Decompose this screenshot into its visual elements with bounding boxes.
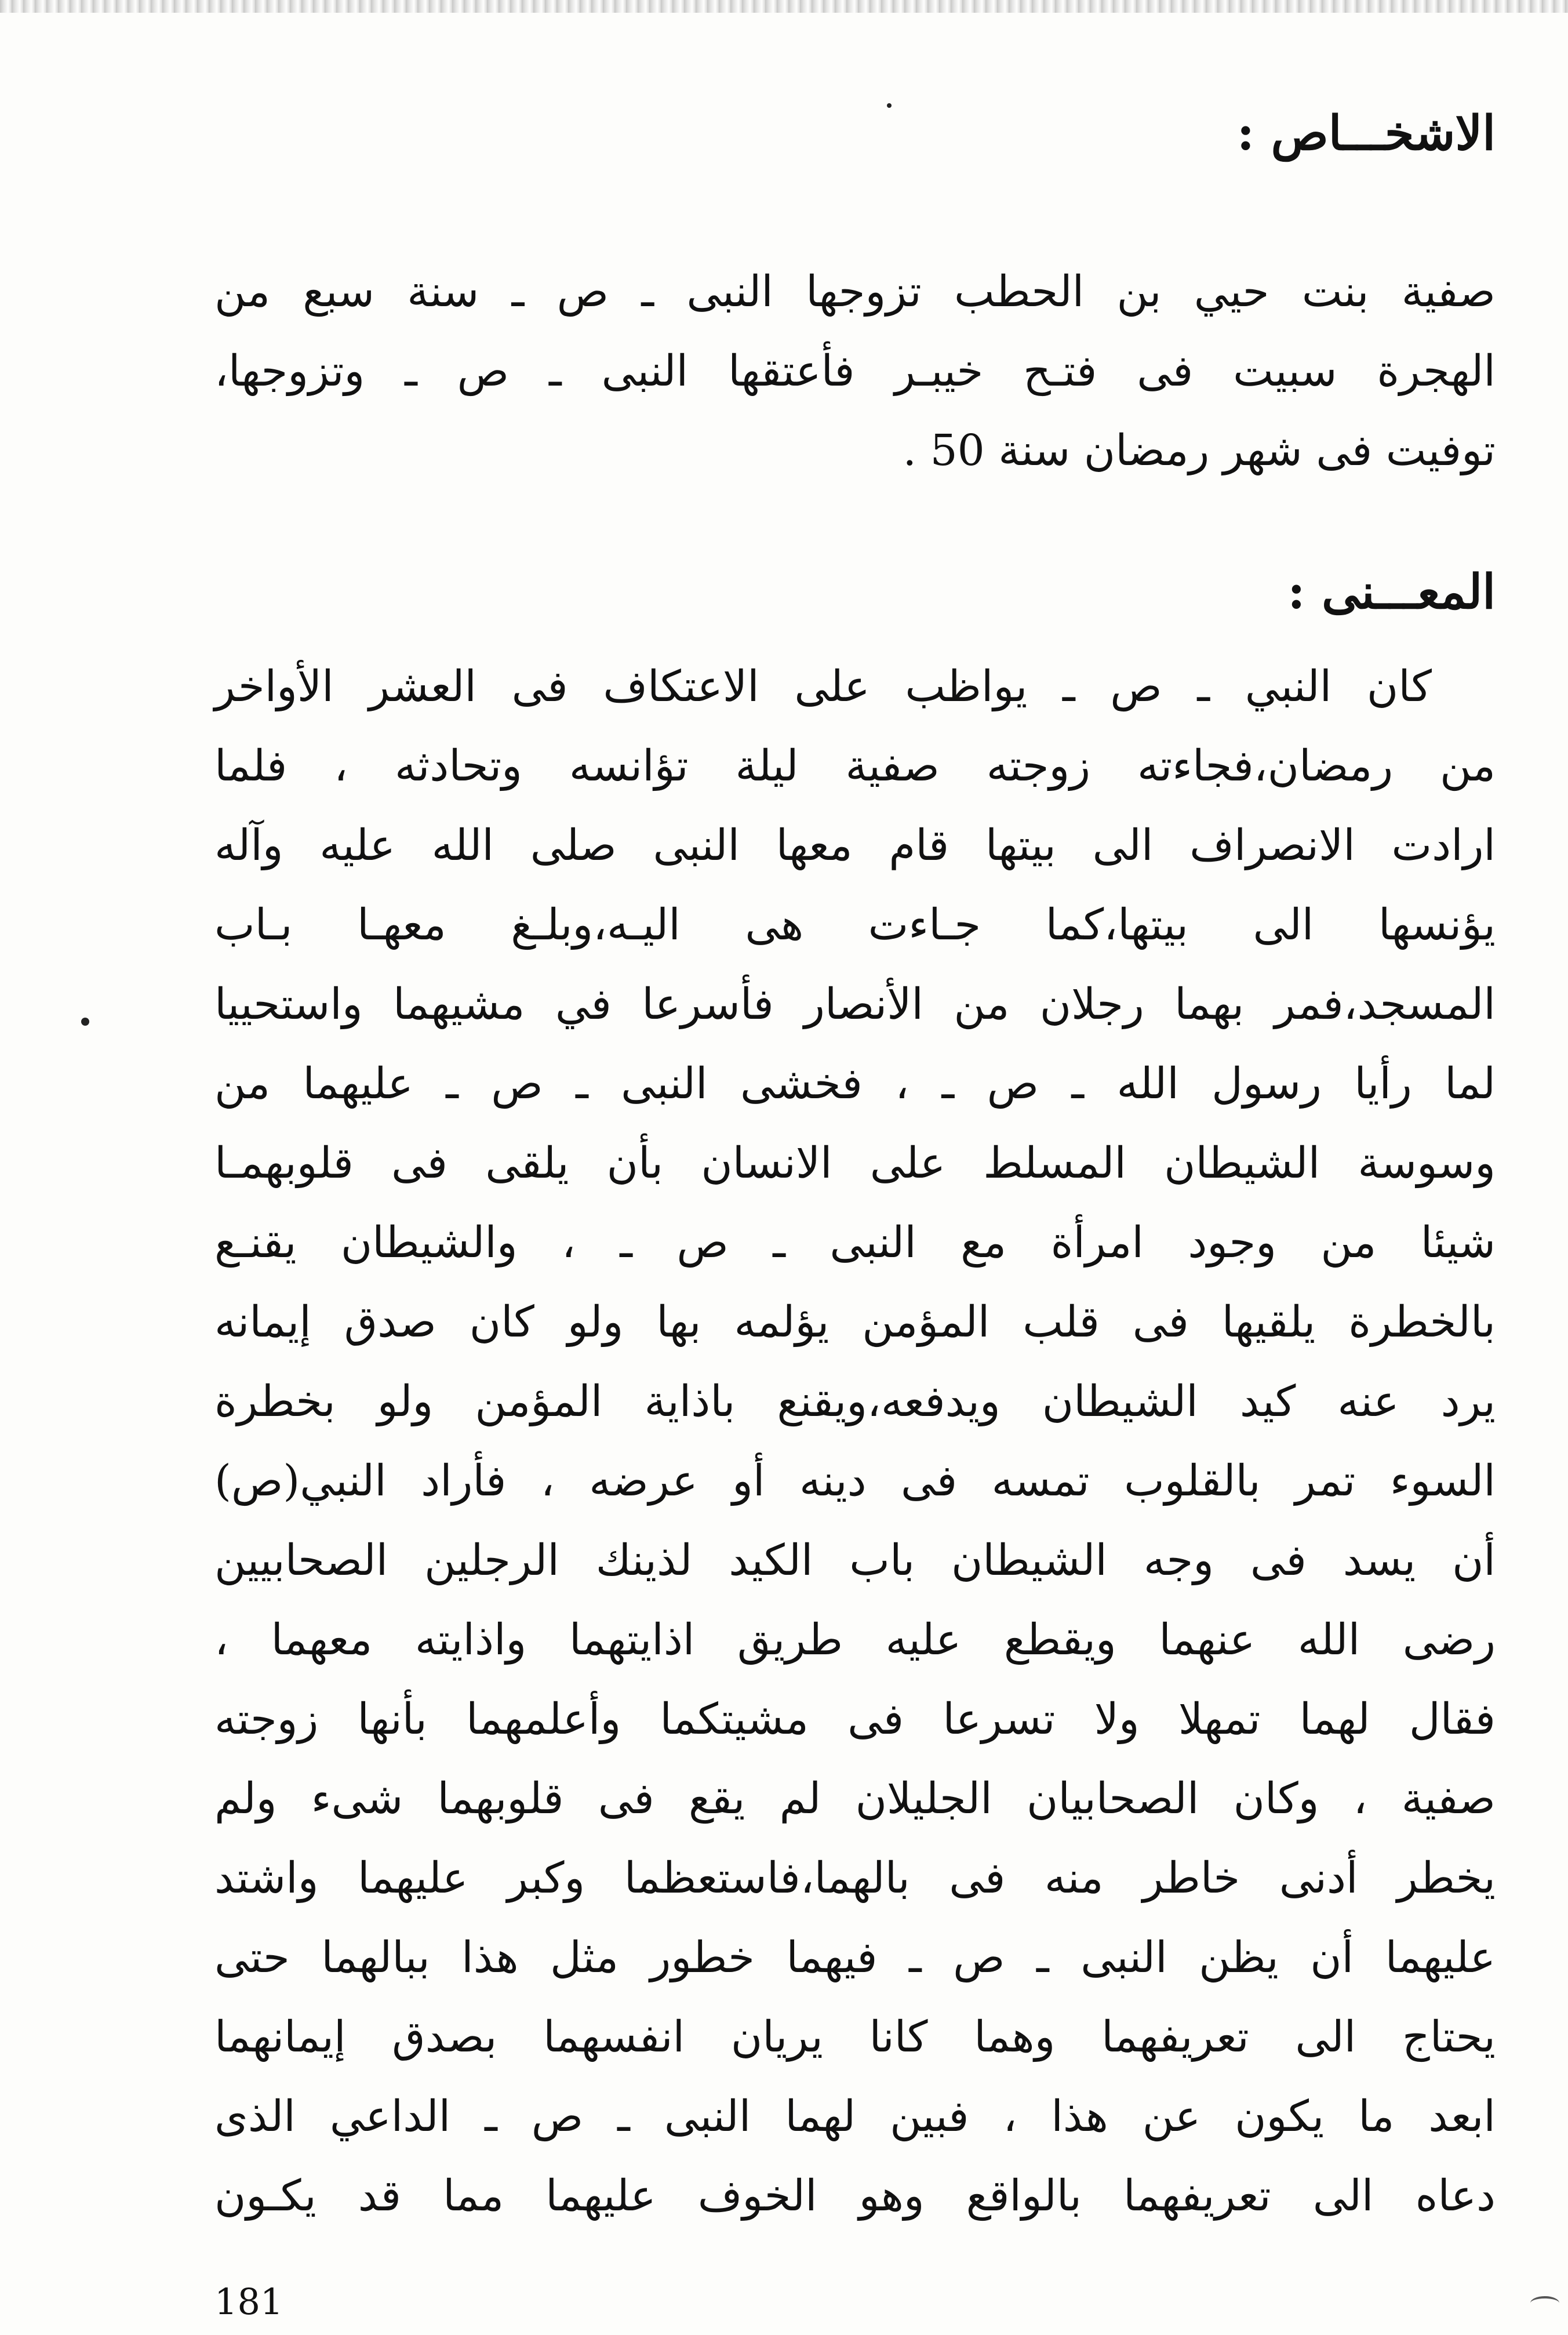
page-content xyxy=(214,101,1496,2236)
text-line: صفية ، وكان الصحابيان الجليلان لم يقع فى قلوبهما شىء ولم xyxy=(214,1774,1496,1824)
text-line: كان النبي ـ ص ـ يواظب على الاعتكاف فى العشر الأواخر xyxy=(214,662,1432,711)
text-line: ارادت الانصراف الى بيتها قام معها النبى صلى الله عليه وآله xyxy=(214,820,1496,870)
text-line: يؤنسها الى بيتها،كما جـاءت هى اليـه،وبلـغ معهـا بـاب xyxy=(214,900,1496,950)
scan-corner-mark xyxy=(1530,2296,1559,2310)
text-line: توفيت فى شهر رمضان سنة 50 . xyxy=(903,426,1496,475)
meaning-heading: المعـــنى : xyxy=(1287,564,1496,620)
text-line: شيئا من وجود امرأة مع النبى ـ ص ـ ، والشيطان يقنـع xyxy=(214,1218,1496,1268)
text-line: يخطر أدنى خاطر منه فى بالهما،فاستعظما وكبر عليهما واشتد xyxy=(214,1853,1496,1903)
text-line: أن يسد فى وجه الشيطان باب الكيد لذينك الرجلين الصحابيين xyxy=(214,1535,1496,1585)
text-line: وسوسة الشيطان المسلط على الانسان بأن يلقى فى قلوبهمـا xyxy=(214,1138,1496,1188)
text-line: من رمضان،فجاءته زوجته صفية ليلة تؤانسه وتحادثه ، فلما xyxy=(214,741,1496,791)
text-line: دعاه الى تعريفهما بالواقع وهو الخوف عليهما مما قد يكـون xyxy=(214,2171,1496,2221)
page-number: 181 xyxy=(214,2280,283,2323)
text-line: عليهما أن يظن النبى ـ ص ـ فيهما خطور مثل هذا ببالهما حتى xyxy=(214,1933,1496,1982)
text-line: يحتاج الى تعريفهما وهما كانا يريان انفسهما بصدق إيمانهما xyxy=(214,2012,1496,2062)
text-line: ابعد ما يكون عن هذا ، فبين لهما النبى ـ ص ـ الداعي الذى xyxy=(214,2091,1496,2141)
scan-top-edge xyxy=(0,0,1568,13)
scan-speck xyxy=(887,103,892,108)
text-line: بالخطرة يلقيها فى قلب المؤمن يؤلمه بها ولو كان صدق إيمانه xyxy=(214,1297,1496,1347)
text-line: المسجد،فمر بهما رجلان من الأنصار فأسرعا في مشيهما واستحييا xyxy=(214,979,1496,1029)
text-line: فقال لهما تمهلا ولا تسرعا فى مشيتكما وأعلمهما بأنها زوجته xyxy=(214,1694,1496,1744)
text-line: رضى الله عنهما ويقطع عليه طريق اذايتهما واذايته معهما ، xyxy=(214,1615,1496,1665)
text-line: يرد عنه كيد الشيطان ويدفعه،ويقنع باذاية المؤمن ولو بخطرة xyxy=(214,1377,1496,1426)
text-line: الهجرة سبيت فى فتـح خيبـر فأعتقها النبى ـ ص ـ وتزوجها، xyxy=(214,346,1496,396)
meaning-paragraph xyxy=(214,647,1496,2236)
text-line: صفية بنت حيي بن الحطب تزوجها النبى ـ ص ـ سنة سبع من xyxy=(214,267,1496,317)
text-line: لما رأيا رسول الله ـ ص ـ ، فخشى النبى ـ ص ـ عليهما من xyxy=(214,1059,1496,1109)
persons-paragraph xyxy=(214,252,1496,491)
persons-heading: الاشخـــاص : xyxy=(1236,106,1496,161)
scan-speck xyxy=(81,1018,89,1026)
text-line: السوء تمر بالقلوب تمسه فى دينه أو عرضه ، فأراد النبي(ص) xyxy=(214,1456,1496,1506)
